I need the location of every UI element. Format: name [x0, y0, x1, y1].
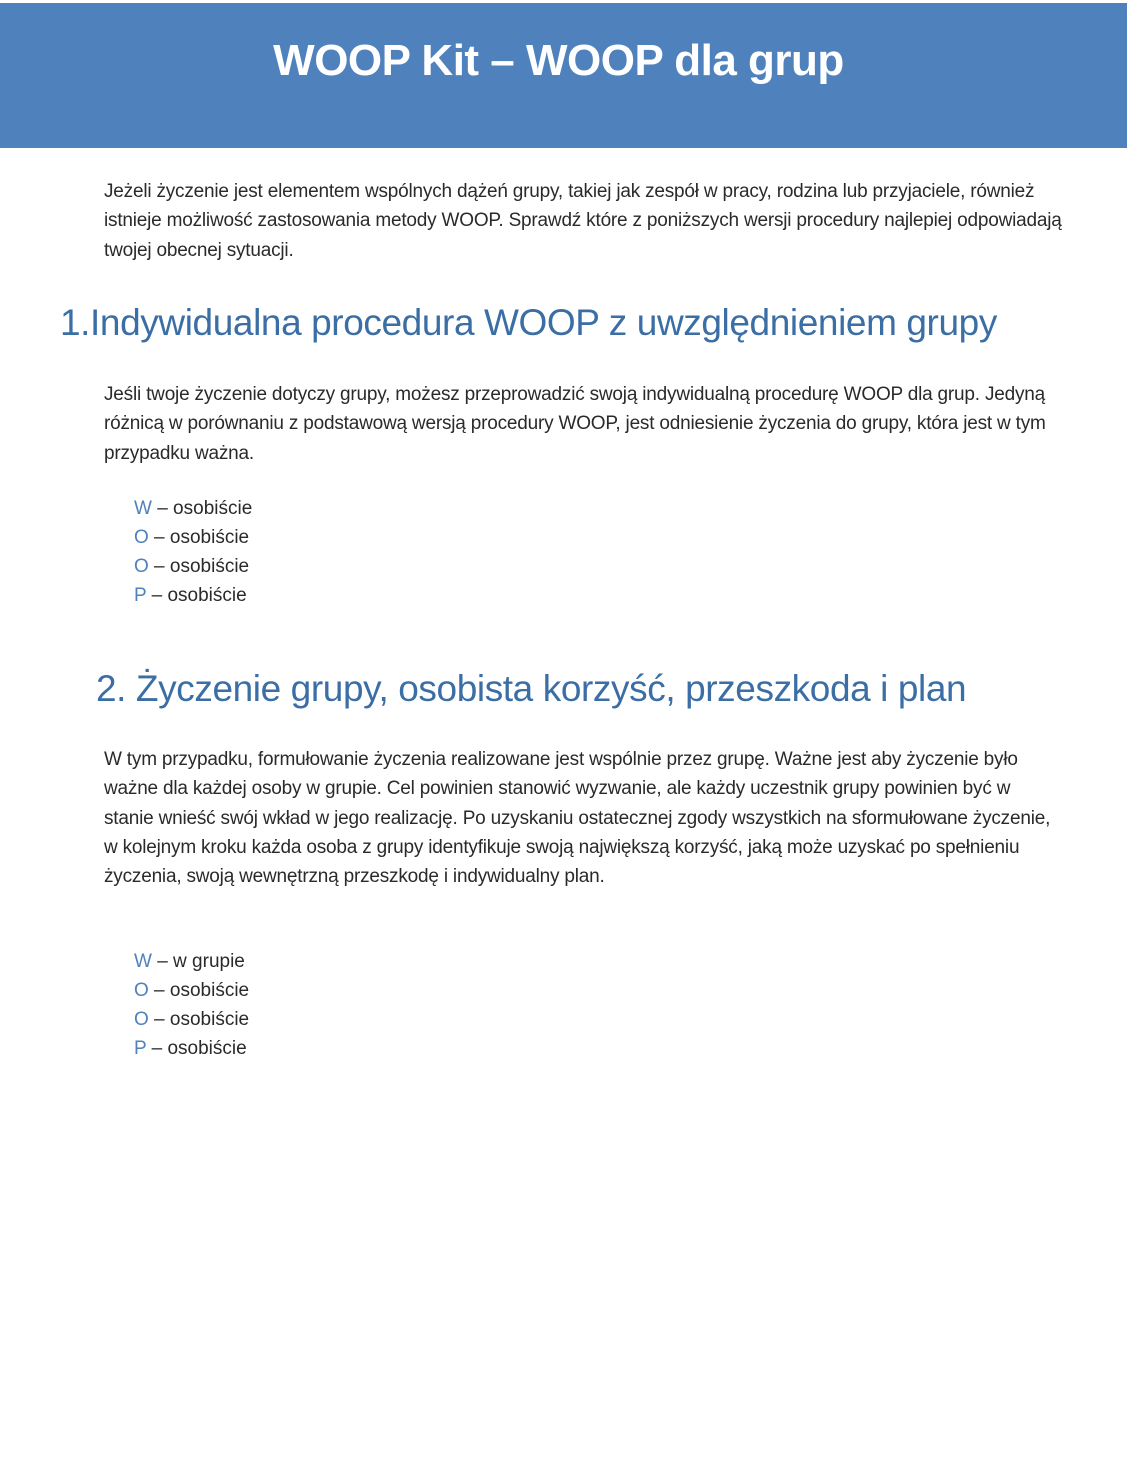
woop-item-text: – osobiście: [148, 527, 250, 548]
woop-letter: W: [134, 498, 152, 519]
section-1-title: 1.Indywidualna procedura WOOP z uwzględnieniem grupy: [60, 302, 997, 343]
list-item: [134, 494, 252, 523]
section-1-body: Jeśli twoje życzenie dotyczy grupy, możesz przeprowadzić swoją indywidualną procedurę WOOP dla grup. Jedyną różnicą w porównaniu z podstawową wersją procedury WOOP, jest odniesienie życzenia do grupy, która jest w tym przypadku ważna.: [104, 384, 1046, 464]
section-2-body: W tym przypadku, formułowanie życzenia realizowane jest wspólnie przez grupę. Ważne jest aby życzenie było ważne dla każdej osoby w grupie. Cel powinien stanowić wyzwanie, ale każdy uczestnik grupy powinien być w stanie wnieść swój wkład w jego realizację. Po uzyskaniu ostatecznej zgody wszystkich na sformułowane życzenie, w kolejnym kroku każda osoba z grupy identyfikuje swoją największą korzyść, jaką może uzyskać po spełnieniu życzenia, swoją wewnętrzną przeszkodę i indywidualny plan.: [104, 749, 1051, 888]
woop-item-text: – osobiście: [151, 498, 253, 519]
page-title: WOOP Kit – WOOP dla grup: [273, 36, 844, 85]
woop-item-text: – osobiście: [148, 1009, 250, 1030]
woop-item-text: – osobiście: [148, 980, 250, 1001]
woop-letter: P: [134, 585, 147, 606]
intro-paragraph: Jeżeli życzenie jest elementem wspólnych dążeń grupy, takiej jak zespół w pracy, rodzina lub przyjaciele, również istnieje możliwość zastosowania metody WOOP. Sprawdź które z poniższych wersji procedury najlepiej odpowiadają twojej obecnej sytuacji.: [104, 181, 1062, 261]
woop-letter: O: [134, 980, 149, 1001]
section-2-woop-list: [134, 947, 249, 1063]
woop-letter: W: [134, 951, 152, 972]
header-banner: [0, 0, 1127, 148]
list-item: [134, 947, 249, 976]
section-2-title: 2. Życzenie grupy, osobista korzyść, przeszkoda i plan: [96, 668, 967, 709]
woop-letter: O: [134, 556, 149, 577]
woop-letter: P: [134, 1038, 147, 1059]
list-item: [134, 1034, 249, 1063]
list-item: [134, 1005, 249, 1034]
section-1-woop-list: [134, 494, 252, 610]
woop-item-text: – osobiście: [146, 585, 247, 606]
woop-item-text: – osobiście: [146, 1038, 247, 1059]
woop-letter: O: [134, 1009, 149, 1030]
list-item: [134, 552, 252, 581]
list-item: [134, 581, 252, 610]
woop-item-text: – w grupie: [151, 951, 245, 972]
woop-item-text: – osobiście: [148, 556, 250, 577]
list-item: [134, 523, 252, 552]
list-item: [134, 976, 249, 1005]
woop-letter: O: [134, 527, 149, 548]
